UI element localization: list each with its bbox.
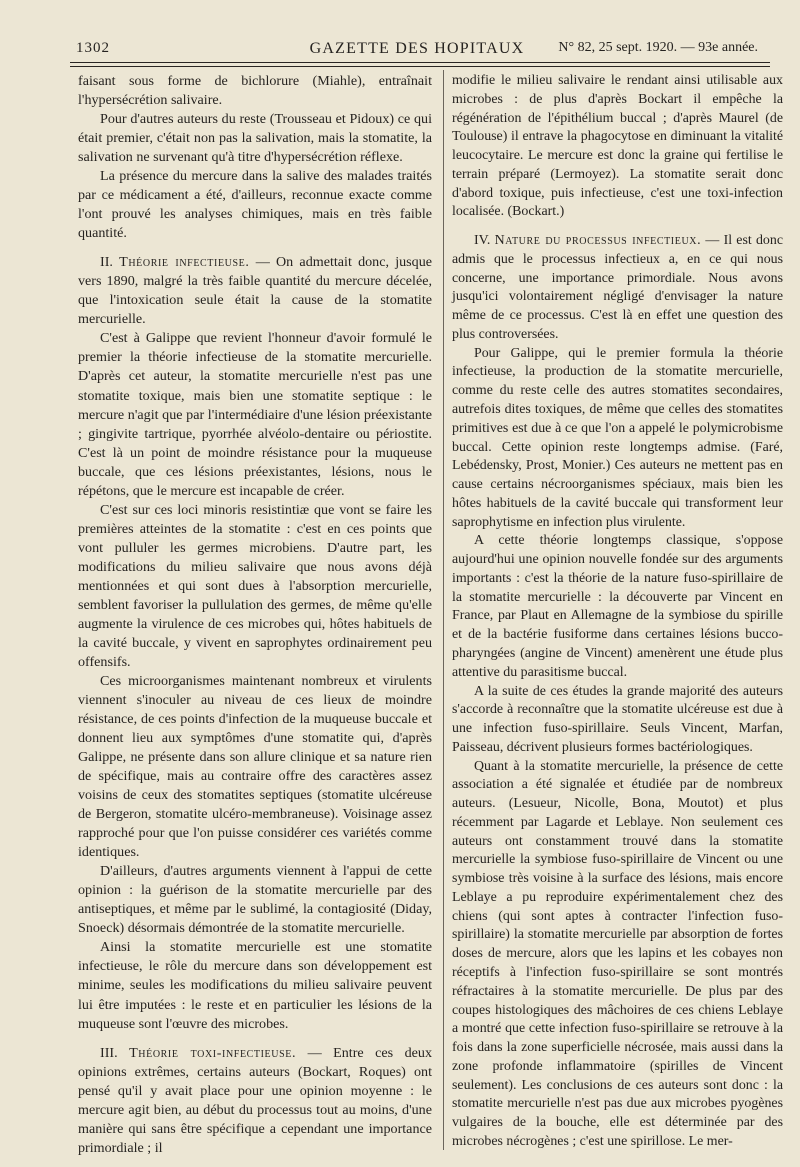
page-number: 1302 (76, 40, 110, 56)
section-paragraph (78, 253, 432, 329)
paragraph-text: Pour Galippe, qui le premier formula la théorie infectieuse, la production de la stomatite mercurielle, comme du reste celle des autres stomatites secondaires, autrefois dites toxiques, de même que celles des stomatites primitives est due à ce que l'on a appelé le polymicrobisme buccal. Cette opinion reste longtemps admise. (Faré, Lebédensky, Prost, Monier.) Ces auteurs ne mettent pas en cause certains nécroorganismes spéciaux, mais bien les hôtes habituels de la cavité buccale qui transforment leur saprophytisme en infection plus virulente. (452, 345, 783, 530)
paragraph-text: Ces microorganismes maintenant nombreux et virulents viennent s'inoculer au niveau de ces lieux de moindre résistance, de ces points d'infection de la muqueuse buccale et donnent lieu aux symptômes d'une stomatite qui, d'après Galippe, ne présente dans son allure clinique et sa nature rien de spécifique, mais au contraire offre des caractères assez voisins de ceux des stomatites septiques (stomatite ulcéreuse de Bergeron, stomatite ulcéro-membraneuse). Voisinage assez rapproché pour que l'on puisse considérer ces variétés comme identiques. (78, 672, 432, 861)
header-rule (70, 62, 770, 63)
paragraph-text: Pour d'autres auteurs du reste (Trousseau et Pidoux) ce qui était premier, c'était non pas la salivation, mais la stomatite, la salivation ne survenant qu'à titre d'hypersécrétion réflexe. (78, 111, 432, 166)
column-divider (443, 70, 444, 1150)
paragraph (452, 345, 783, 533)
paragraph (78, 938, 432, 1033)
paragraph-text: — On admettait donc, jusque vers 1890, malgré la très faible quantité du mercure décelée, que l'intoxication seule était la cause de la stomatite mercurielle. (78, 254, 433, 328)
paragraph (78, 167, 432, 243)
section-number: III. (100, 1044, 118, 1061)
paragraph-text: A la suite de ces études la grande majorité des auteurs s'accorde à reconnaître que la stomatite ulcéreuse est due à une infection fuso-spirillaire. Seuls Vincent, Marfan, Paisseau, décrivent plusieurs formes bactériologiques. (452, 683, 783, 755)
paragraph (78, 862, 432, 938)
paragraph-continued (452, 72, 783, 222)
paragraph (452, 683, 783, 758)
paragraph (452, 758, 783, 1152)
paragraph-text: D'ailleurs, d'autres arguments viennent à l'appui de cette opinion : la guérison de la stomatite mercurielle par des antiseptiques, et même par le sublimé, la contagiosité (Diday, Snoeck) désormais démontrée de la stomatite mercurielle. (78, 863, 432, 937)
paragraph-text: modifie le milieu salivaire le rendant ainsi utilisable aux microbes : de plus d'après Bockart il empêche la régénération de l'épithélium buccal ; d'après Maurel (de Toulouse) il entrave la phagocytose en diminuant la vitalité leucocytaire. Le mercure est donc la graine qui fertilise le terrain préparé (Lermoyez). La stomatite serait donc d'abord toxique, puis infectieuse, c'est une toxi-infection localisée. (Bockart.) (452, 73, 783, 220)
header-rule-thin (70, 66, 770, 67)
paragraph-text: Ainsi la stomatite mercurielle est une stomatite infectieuse, le rôle du mercure dans son développement est minime, seules les modifications du milieu salivaire peuvent lui être imputées : le reste et en particulier les lésions de la muqueuse sont l'œuvre des microbes. (78, 939, 432, 1032)
paragraph-continued (78, 72, 432, 110)
paragraph (78, 110, 432, 167)
paragraph-text: C'est à Galippe que revient l'honneur d'avoir formulé le premier la théorie infectieuse de la stomatite mercurielle. D'après cet auteur, la stomatite mercurielle n'est pas une stomatite toxique, mais bien une stomatite septique : le mercure n'agit que par l'intermédiaire d'une lésion préexistante ; gingivite tartrique, pyorrhée alvéolo-dentaire ou périostite. C'est là un point de moindre résistance pour la muqueuse buccale, que ces lésions préexistantes, lésions, nous le répétons, que le mercure est incapable de créer. (78, 330, 432, 499)
paragraph (78, 329, 432, 500)
paragraph-text: Quant à la stomatite mercurielle, la présence de cette association a été signalée et étudiée par de nombreux auteurs. (Lesueur, Nicolle, Bona, Moutot) et plus récemment par Lagarde et Leblaye. Non seulement ces auteurs ont constamment trouvé dans la stomatite mercurielle la symbiose fuso-spirillaire de Vincent ou une symbiose très voisine à la surface des lésions, mais encore Leblaye a pu reproduire expérimentalement chez des chiens (qui sont aptes à contracter l'infection fuso-spirillaire) la stomatite mercurielle par absorption de fortes doses de mercure, alors que les lapins et les cobayes non réceptifs à l'infection fuso-spirillaire se sont montrés réfractaires à la stomatite mercurielle. De plus par des coupes histologiques des mâchoires de ces chiens Leblaye a montré que cette infection fuso-spirillaire se retrouve à la fois dans la zone superficielle nécrosée, mais aussi dans la zone profonde inflammatoire (spirilles de Vincent seulement). Les conclusions de ces auteurs sont donc : la stomatite mercurielle n'est pas due aux microbes pyogènes vulgaires de la bouche, elle est déterminée par des microbes nécrogènes ; c'est une spirillose. Le mer- (452, 758, 783, 1149)
paragraph (78, 501, 432, 672)
issue-info: N° 82, 25 sept. 1920. — 93e année. (558, 40, 758, 55)
paragraph (452, 532, 783, 682)
section-title: Théorie toxi-infectieuse. (129, 1044, 297, 1061)
section-title: Nature du processus infectieux. (494, 233, 702, 249)
paragraph-text: A cette théorie longtemps classique, s'oppose aujourd'hui une opinion nouvelle fondée sur des arguments importants : c'est la théorie de la nature fuso-spirillaire de la stomatite mercurielle : la découverte par Vincent en France, par Plaut en Allemagne de la symbiose du spirille et de la bactérie fusiforme dans certaines lésions bucco-pharyngées (angine de Vincent) amenèrent une étude plus attentive du parasitisme buccal. (452, 533, 783, 680)
right-column (452, 72, 783, 1152)
paragraph-text: C'est sur ces loci minoris resistintiæ que vont se faire les premières atteintes de la stomatite : c'est en ces points que vont pulluler les germes microbiens. D'autre part, les modifications du milieu salivaire que nous avons déjà mentionnées et qui sont dues à l'absorption mercurielle, semblent favoriser la pullulation des germes, de même qu'elle augmente la virulence de ces microbes qui, hôtes habituels de la cavité buccale, y vivent en saprophytes ordinairement peu offensifs. (78, 501, 432, 670)
section-paragraph (452, 232, 783, 345)
section-number: IV. (474, 233, 491, 249)
journal-title: GAZETTE DES HOPITAUX (309, 40, 525, 57)
paragraph-text: faisant sous forme de bichlorure (Miahle), entraînait l'hypersécrétion salivaire. (78, 73, 432, 109)
paragraph-text: La présence du mercure dans la salive des malades traités par ce médicament a été, d'ailleurs, reconnue exacte comme l'ont prouvé les analyses chimiques, mais en très faible quantité. (78, 168, 432, 242)
section-paragraph (78, 1044, 432, 1158)
paragraph-text: — Il est donc admis que le processus infectieux a, en ce qui nous concerne, une importance primordiale. Nous avons jusqu'ici volontairement négligé d'envisager la nature même de ce processus. C'est là en effet une question des plus controversées. (452, 233, 783, 342)
section-title: Théorie infectieuse. (119, 254, 250, 271)
paragraph-text: — Entre ces deux opinions extrêmes, certains auteurs (Bockart, Roques) ont pensé qu'il y avait place pour une opinion moyenne : le mercure agit bien, au début du processus tout au moins, d'une manière qui sans être spécifique a cependant une importance primordiale ; il (78, 1044, 433, 1156)
paragraph (78, 672, 432, 862)
left-column (78, 72, 432, 1158)
section-number: II. (100, 254, 113, 271)
page-header (52, 38, 782, 60)
